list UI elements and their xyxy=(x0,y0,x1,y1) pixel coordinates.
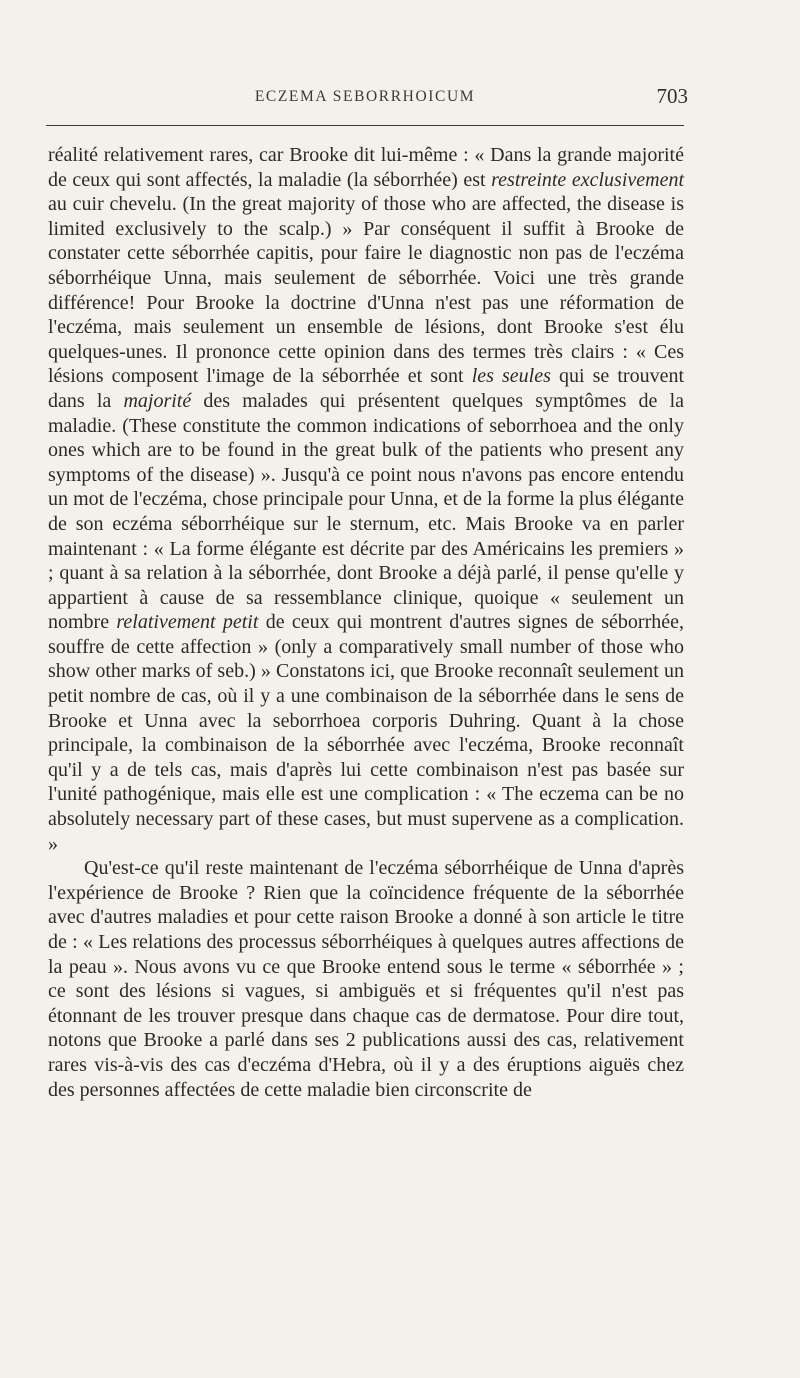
body-text xyxy=(48,143,684,1102)
header-rule xyxy=(46,125,684,126)
page-header xyxy=(48,84,688,120)
running-title: ECZEMA SEBORRHOICUM xyxy=(254,88,476,105)
italic-text: relativement petit xyxy=(116,611,259,634)
page-number: 703 xyxy=(656,84,688,108)
text-run: de ceux qui montrent d'autres signes de séborrhée, souffre de cette affection » (only a comparatively small number of those who show other marks of seb.) » Constatons ici, que Brooke reconnaît seulement un petit nombre de cas, où il y a une combinaison de la séborrhée dans le sens de Brooke et Unna avec la seborrhoea corporis Duhring. Quant à la chose principale, la combinaison de la séborrhée avec l'eczéma, Brooke reconnaît qu'il y a de tels cas, mais d'après lui cette combinaison n'est pas basée sur l'unité pathogénique, mais elle est une complication : « The eczema can be no absolutely necessary part of these cases, but must supervene as a complication. » xyxy=(48,611,684,855)
text-run: réalité relativement rares, car Brooke dit lui-même : « Dans la grande majorité de ceux qui sont affectés, la maladie (la séborrhée) est xyxy=(48,144,684,191)
italic-text: majorité xyxy=(123,389,192,412)
italic-text: les seules xyxy=(471,365,551,388)
paragraph: Qu'est-ce qu'il reste maintenant de l'eczéma séborrhéique de Unna d'après l'expérience de Brooke ? Rien que la coïncidence fréquente de la séborrhée avec d'autres maladies et pour cette raison Brooke a donné à son article le titre de : « Les relations des processus séborrhéiques à quelques autres affections de la peau ». Nous avons vu ce que Brooke entend sous le terme « séborrhée » ; ce sont des lésions si vagues, si ambiguës et si fréquentes qu'il n'est pas étonnant de les trouver presque dans chaque cas de dermatose. Pour dire tout, notons que Brooke a parlé dans ses 2 publications aussi des cas, relativement rares vis-à-vis des cas d'eczéma d'Hebra, où il y a des éruptions aiguës chez des personnes affectées de cette maladie bien circonscrite de xyxy=(48,857,684,1101)
text-run: au cuir chevelu. (In the great majority of those who are affected, the disease is limited exclusively to the scalp.) » Par conséquent il suffit à Brooke de constater cette séborrhée capitis, pour faire le diagnostic non pas de l'eczéma séborrhéique Unna, mais seulement de séborrhée. Voici une très grande différence! Pour Brooke la doctrine d'Unna n'est pas une réformation de l'eczéma, mais seulement un ensemble de lésions, dont Brooke s'est élu quelques-unes. Il prononce cette opinion dans des termes très clairs : « Ces lésions composent l'image de la séborrhée et sont xyxy=(48,193,684,388)
paragraph xyxy=(48,143,684,856)
text-run: qui se trouvent dans la xyxy=(48,365,685,412)
text-run: des malades qui présentent quelques symptômes de la maladie. (These constitute the common indications of seborrhoea and the only ones which are to be found in the great bulk of the patients who present any symptoms of the disease) ». Jusqu'à ce point nous n'avons pas encore entendu un mot de l'eczéma, chose principale pour Unna, et de la forme la plus élégante de son eczéma séborrhéique sur le sternum, etc. Mais Brooke va en parler maintenant : « La forme élégante est décrite par des Américains les premiers » ; quant à sa relation à la séborrhée, dont Brooke a déjà parlé, il pense qu'elle y appartient à cause de sa ressemblance clinique, quoique « seulement un nombre xyxy=(48,389,685,634)
italic-text: restreinte exclusivement xyxy=(491,168,685,191)
